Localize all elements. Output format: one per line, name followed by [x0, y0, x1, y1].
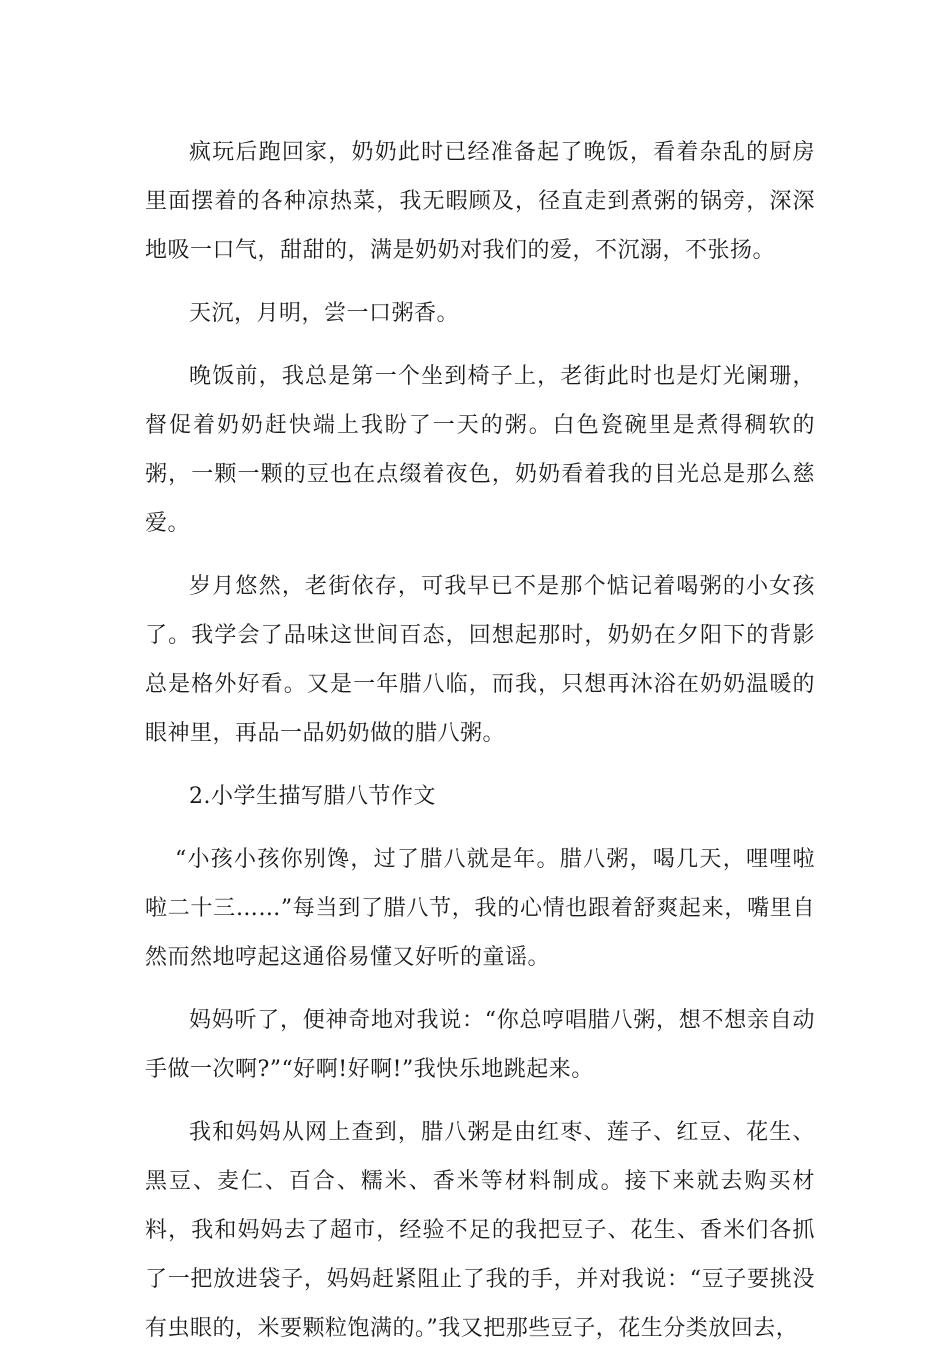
paragraph: 天沉，月明，尝一口粥香。 [189, 301, 460, 326]
paragraph: 我和妈妈从网上查到，腊八粥是由红枣、莲子、红豆、花生、黑豆、麦仁、百合、糯米、香米等材料制成。接下来就去购买材料，我和妈妈去了超市，经验不足的我把豆子、花生、香米们各抓了一把放进袋子，妈妈赶紧阻止了我的手，并对我说：“豆子要挑没有虫眼的，米要颗粒饱满的。”我又把那些豆子，花生分类放回去， [145, 1120, 815, 1341]
paragraph: 妈妈听了，便神奇地对我说：“你总哼唱腊八粥，想不想亲自动手做一次啊?”“好啊!好啊!”我快乐地跳起来。 [145, 1008, 815, 1082]
paragraph: 疯玩后跑回家，奶奶此时已经准备起了晚饭，看着杂乱的厨房里面摆着的各种凉热菜，我无暇顾及，径直走到煮粥的锅旁，深深地吸一口气，甜甜的，满是奶奶对我们的爱，不沉溺，不张扬。 [145, 140, 815, 263]
paragraph: 岁月悠然，老街依存，可我早已不是那个惦记着喝粥的小女孩了。我学会了品味这世间百态，回想起那时，奶奶在夕阳下的背影总是格外好看。又是一年腊八临，而我，只想再沐浴在奶奶温暖的眼神里，再品一品奶奶做的腊八粥。 [145, 574, 815, 746]
paragraph: “小孩小孩你别馋，过了腊八就是年。腊八粥，喝几天，哩哩啦啦二十三……”每当到了腊八节，我的心情也跟着舒爽起来，嘴里自然而然地哼起这通俗易懂又好听的童谣。 [145, 847, 815, 970]
section-heading: 2.小学生描写腊八节作文 [189, 784, 436, 809]
document-body [145, 128, 815, 1367]
paragraph: 晚饭前，我总是第一个坐到椅子上，老街此时也是灯光阑珊，督促着奶奶赶快端上我盼了一天的粥。白色瓷碗里是煮得稠软的粥，一颗一颗的豆也在点缀着夜色，奶奶看着我的目光总是那么慈爱。 [145, 364, 815, 536]
